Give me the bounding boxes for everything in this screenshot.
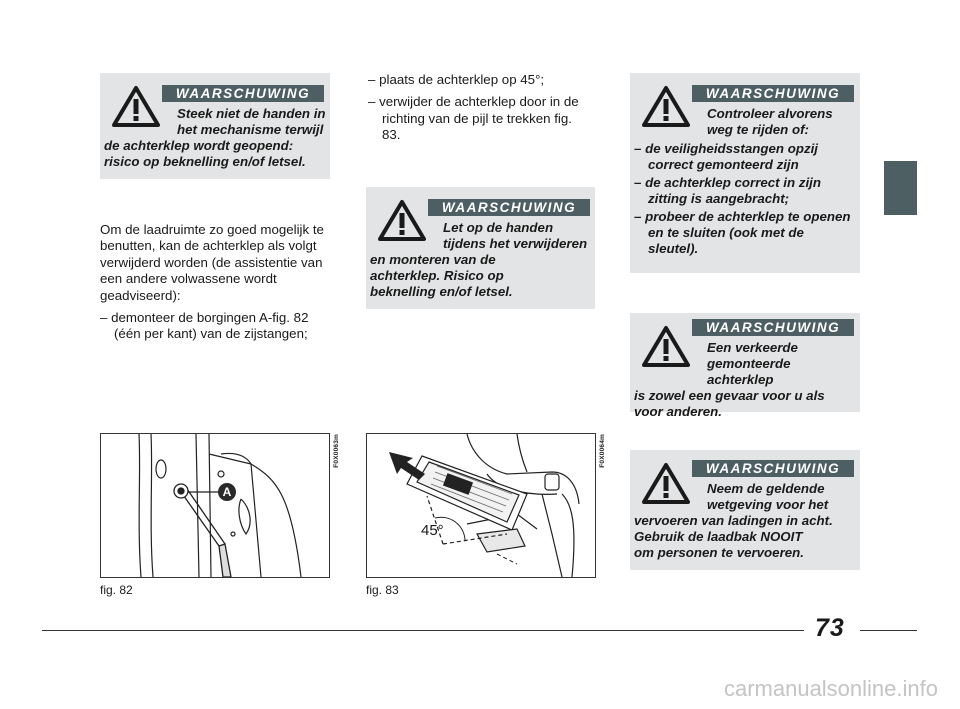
warning-line: voor anderen. (634, 404, 722, 419)
warning-box-2 (366, 187, 595, 309)
figure-83-illustration (366, 433, 596, 578)
warning-box-3 (630, 73, 860, 273)
step-item: – verwijder de achterklep door in de richting van de pijl te trekken fig. 83. (368, 94, 579, 143)
figure-83-code: F0X0064m (599, 434, 606, 468)
warning-line: de achterklep wordt geopend: (104, 138, 294, 153)
intro-paragraph: Om de laadruimte zo goed mogelijk te benutten, kan de achterklep als volgt verwijderd worden (de assistentie van een andere volwassene wordt geadviseerd): (100, 222, 324, 303)
callout-a-label: A (222, 485, 232, 499)
warning-line: wetgeving voor het (707, 497, 829, 512)
warning-text (370, 220, 592, 300)
tailgate-removal-drawing (367, 434, 595, 577)
instructions-left (100, 222, 332, 343)
warning-line: Neem de geldende (707, 481, 825, 496)
warning-text (104, 106, 328, 170)
warning-line: en monteren van de (370, 252, 496, 267)
warning-line: Let op de handen (443, 220, 554, 235)
angle-label: 45° (421, 522, 444, 539)
warning-line: Een verkeerde (707, 340, 798, 355)
warning-list-item: – de veiligheidsstangen opzij correct gemonteerd zijn (634, 141, 818, 172)
warning-line: achterklep. Risico op (370, 268, 504, 283)
figure-82-code: F0X0063m (333, 434, 340, 468)
figure-82-illustration (100, 433, 330, 578)
warning-box-4 (630, 313, 860, 419)
warning-line: beknelling en/of letsel. (370, 284, 513, 299)
footer-rule-left (42, 630, 804, 631)
warning-line: Gebruik de laadbak NOOIT (634, 529, 803, 544)
warning-box-5 (630, 450, 860, 570)
figure-83-caption: fig. 83 (366, 583, 399, 597)
warning-line: Steek niet de handen in (177, 106, 326, 121)
warning-badge: WAARSCHUWING (692, 460, 854, 477)
warning-line: vervoeren van ladingen in acht. (634, 513, 833, 528)
step-item: – plaats de achterklep op 45°; (368, 72, 545, 87)
warning-line: om personen te vervoeren. (634, 545, 804, 560)
warning-list-item: – probeer de achterklep te openen en te sluiten (ook met de sleutel). (634, 209, 851, 256)
warning-badge: WAARSCHUWING (428, 199, 590, 216)
warning-text (634, 481, 858, 561)
warning-text (634, 340, 858, 420)
step-item: – demonteer de borgingen A-fig. 82 (één per kant) van de zijstangen; (100, 310, 309, 342)
warning-line: is zowel een gevaar voor u als (634, 388, 825, 403)
warning-box-1 (100, 73, 330, 179)
warning-list-item: – de achterklep correct in zijn zitting is aangebracht; (634, 175, 821, 206)
instructions-middle (368, 72, 590, 144)
warning-badge: WAARSCHUWING (692, 85, 854, 102)
warning-badge: WAARSCHUWING (692, 319, 854, 336)
warning-line: weg te rijden of: (707, 122, 809, 137)
warning-line: Controleer alvorens (707, 106, 833, 121)
warning-text (634, 106, 856, 257)
warning-line: tijdens het verwijderen (443, 236, 588, 251)
page-number: 73 (815, 614, 845, 642)
callout-a-marker (218, 483, 236, 501)
warning-line: gemonteerde achterklep (707, 356, 791, 387)
watermark-text: carmanualsonline.info (723, 676, 938, 701)
warning-line: risico op beknelling en/of letsel. (104, 154, 306, 169)
tailgate-hinge-drawing (101, 434, 329, 577)
figure-82-caption: fig. 82 (100, 583, 133, 597)
warning-line: het mechanisme terwijl (177, 122, 324, 137)
warning-badge: WAARSCHUWING (162, 85, 324, 102)
section-tab (884, 161, 917, 215)
footer-rule-right (860, 630, 917, 631)
